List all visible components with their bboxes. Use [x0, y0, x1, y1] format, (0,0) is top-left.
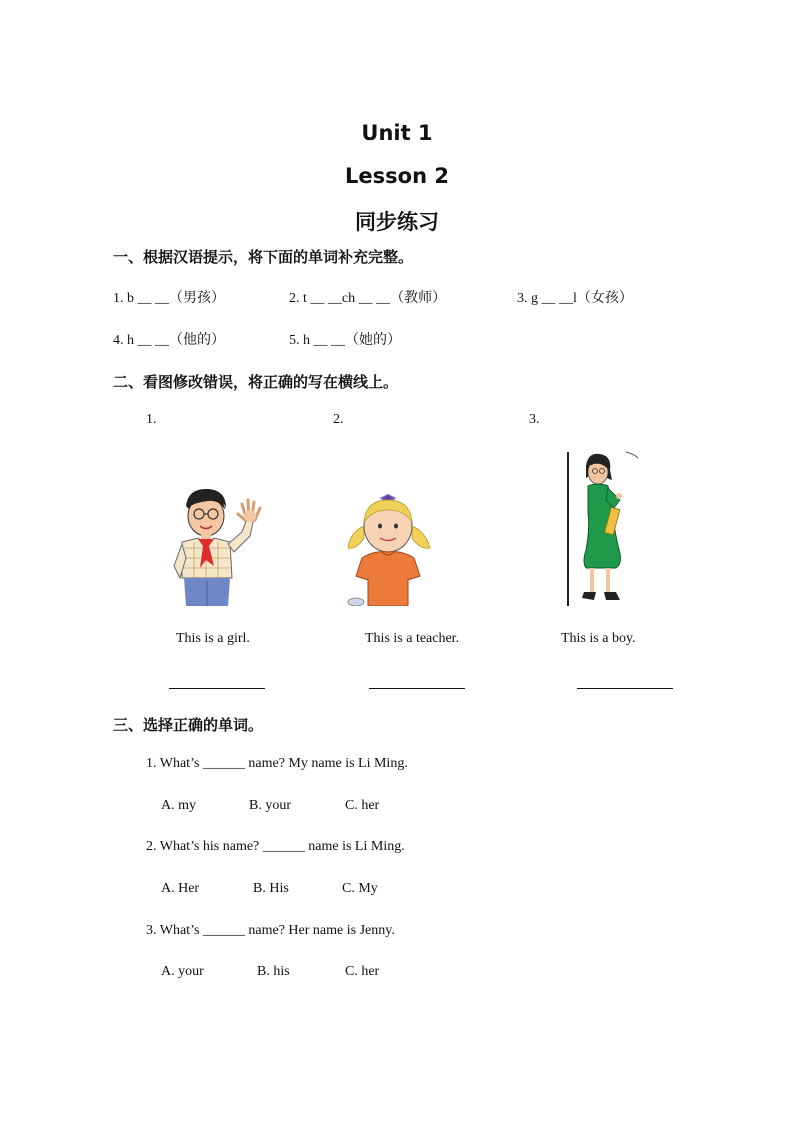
choice-option-a[interactable]: A. Her: [161, 881, 200, 896]
fill-word-item: 5. h __ __（她的）: [289, 333, 401, 348]
choice-option-b[interactable]: B. His: [253, 881, 289, 896]
unit-title: Unit 1: [361, 121, 433, 145]
picture-number: 3.: [529, 412, 540, 427]
choice-option-b[interactable]: B. your: [249, 798, 291, 813]
picture-caption: This is a girl.: [176, 631, 250, 646]
fill-word-item: 3. g __ __l（女孩）: [517, 291, 633, 306]
woman-teacher-illustration: [564, 450, 640, 606]
lesson-title: Lesson 2: [345, 164, 449, 188]
choice-option-a[interactable]: A. my: [161, 798, 196, 813]
answer-line[interactable]: [369, 688, 465, 689]
picture-number: 1.: [146, 412, 157, 427]
choice-option-b[interactable]: B. his: [257, 964, 290, 979]
picture-number: 2.: [333, 412, 344, 427]
choice-option-c[interactable]: C. My: [342, 881, 378, 896]
section2-heading: 二、看图修改错误，将正确的写在横线上。: [113, 373, 399, 391]
fill-word-item: 1. b __ __（男孩）: [113, 291, 225, 306]
answer-line[interactable]: [169, 688, 265, 689]
choice-question: 1. What’s ______ name? My name is Li Ming.: [146, 756, 408, 771]
blonde-girl-illustration: [344, 492, 438, 606]
section1-heading: 一、根据汉语提示，将下面的单词补充完整。: [113, 248, 414, 266]
choice-option-a[interactable]: A. your: [161, 964, 204, 979]
picture-caption: This is a boy.: [561, 631, 636, 646]
choice-option-c[interactable]: C. her: [345, 964, 380, 979]
section3-heading: 三、选择正确的单词。: [113, 716, 264, 734]
answer-line[interactable]: [577, 688, 673, 689]
fill-word-item: 2. t __ __ch __ __（教师）: [289, 291, 447, 306]
boy-waving-illustration: [168, 486, 264, 606]
choice-question: 2. What’s his name? ______ name is Li Ming.: [146, 839, 405, 854]
picture-caption: This is a teacher.: [365, 631, 460, 646]
choice-option-c[interactable]: C. her: [345, 798, 380, 813]
fill-word-item: 4. h __ __（他的）: [113, 333, 225, 348]
page-subtitle: 同步练习: [355, 210, 439, 234]
choice-question: 3. What’s ______ name? Her name is Jenny.: [146, 923, 395, 938]
